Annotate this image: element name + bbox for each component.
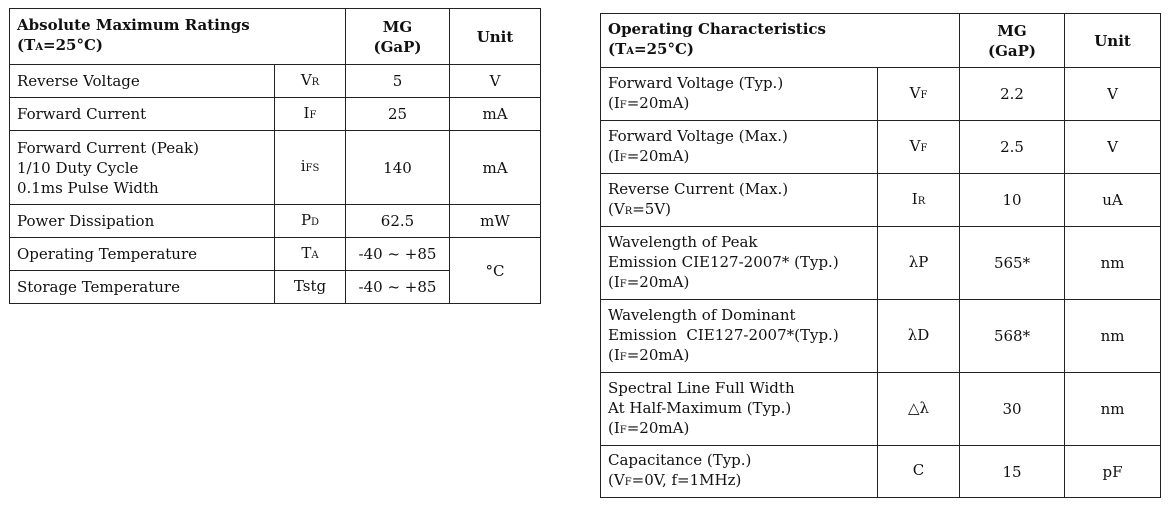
symbol-cell: TA	[275, 238, 346, 271]
unit-header: Unit	[450, 9, 541, 65]
value-cell: 62.5	[346, 205, 450, 238]
param-cell: Reverse Current (Max.) (VR=5V)	[601, 174, 878, 227]
param-cell: Wavelength of Peak Emission CIE127-2007* (Typ.) (IF=20mA)	[601, 227, 878, 300]
material-header: MG (GaP)	[960, 14, 1065, 68]
table-title: Absolute Maximum Ratings	[17, 16, 250, 34]
unit-cell: V	[1065, 121, 1161, 174]
unit-cell: mA	[450, 131, 541, 205]
table-row	[601, 121, 1161, 174]
value-cell: 2.2	[960, 68, 1065, 121]
symbol-cell: iFS	[275, 131, 346, 205]
unit-cell: mW	[450, 205, 541, 238]
table-row	[601, 174, 1161, 227]
table-row	[10, 131, 541, 205]
test-condition: (IF=20mA)	[608, 93, 690, 112]
param-cell: Wavelength of Dominant Emission CIE127-2007*(Typ.) (IF=20mA)	[601, 300, 878, 373]
table-row	[601, 68, 1161, 121]
param-cell: Forward Current (Peak) 1/10 Duty Cycle 0.1ms Pulse Width	[10, 131, 275, 205]
symbol-cell: Tstg	[275, 271, 346, 304]
param-cell: Forward Voltage (Max.) (IF=20mA)	[601, 121, 878, 174]
param-cell: Reverse Voltage	[10, 65, 275, 98]
param-cell: Power Dissipation	[10, 205, 275, 238]
table-row	[10, 205, 541, 238]
table-row	[601, 300, 1161, 373]
table-header-row	[10, 9, 541, 65]
value-cell: 10	[960, 174, 1065, 227]
symbol-cell: IR	[878, 174, 960, 227]
table-row	[601, 373, 1161, 446]
param-cell: Operating Temperature	[10, 238, 275, 271]
unit-cell: nm	[1065, 227, 1161, 300]
table-row	[10, 98, 541, 131]
unit-cell: mA	[450, 98, 541, 131]
absolute-maximum-ratings-table	[9, 8, 541, 304]
value-cell: 568*	[960, 300, 1065, 373]
param-cell: Forward Current	[10, 98, 275, 131]
value-cell: 30	[960, 373, 1065, 446]
symbol-cell: λP	[878, 227, 960, 300]
value-cell: 2.5	[960, 121, 1065, 174]
test-condition: (TA=25°C)	[608, 40, 695, 58]
value-cell: 5	[346, 65, 450, 98]
unit-cell: pF	[1065, 446, 1161, 498]
value-cell: 25	[346, 98, 450, 131]
symbol-cell: PD	[275, 205, 346, 238]
test-condition: (IF=20mA)	[608, 345, 690, 364]
symbol-cell: λD	[878, 300, 960, 373]
test-condition: (VF=0V, f=1MHz)	[608, 471, 742, 489]
unit-cell: nm	[1065, 300, 1161, 373]
param-cell: Forward Voltage (Typ.) (IF=20mA)	[601, 68, 878, 121]
test-condition: (TA=25°C)	[17, 36, 104, 54]
table-row	[10, 238, 541, 271]
param-cell: Storage Temperature	[10, 271, 275, 304]
unit-cell: nm	[1065, 373, 1161, 446]
param-cell: Capacitance (Typ.) (VF=0V, f=1MHz)	[601, 446, 878, 498]
param-cell: Spectral Line Full Width At Half-Maximum (Typ.) (IF=20mA)	[601, 373, 878, 446]
symbol-cell: C	[878, 446, 960, 498]
unit-cell: V	[1065, 68, 1161, 121]
unit-cell: V	[450, 65, 541, 98]
table-row	[601, 446, 1161, 498]
value-cell: 140	[346, 131, 450, 205]
test-condition: (IF=20mA)	[608, 146, 690, 165]
test-condition: (VR=5V)	[608, 199, 672, 218]
test-condition: (IF=20mA)	[608, 272, 690, 291]
material-header: MG (GaP)	[346, 9, 450, 65]
symbol-cell: VR	[275, 65, 346, 98]
operating-characteristics-table	[600, 13, 1161, 498]
unit-cell: uA	[1065, 174, 1161, 227]
table-row	[10, 65, 541, 98]
symbol-cell: IF	[275, 98, 346, 131]
value-cell: -40 ~ +85	[346, 238, 450, 271]
symbol-cell: VF	[878, 121, 960, 174]
table-title-cell	[10, 9, 346, 65]
value-cell: 15	[960, 446, 1065, 498]
value-cell: -40 ~ +85	[346, 271, 450, 304]
value-cell: 565*	[960, 227, 1065, 300]
table-header-row	[601, 14, 1161, 68]
unit-cell-merged: °C	[450, 238, 541, 304]
symbol-cell: △λ	[878, 373, 960, 446]
table-row	[601, 227, 1161, 300]
test-condition: (IF=20mA)	[608, 418, 690, 437]
table-title: Operating Characteristics	[608, 20, 827, 38]
unit-header: Unit	[1065, 14, 1161, 68]
symbol-cell: VF	[878, 68, 960, 121]
table-title-cell	[601, 14, 960, 68]
